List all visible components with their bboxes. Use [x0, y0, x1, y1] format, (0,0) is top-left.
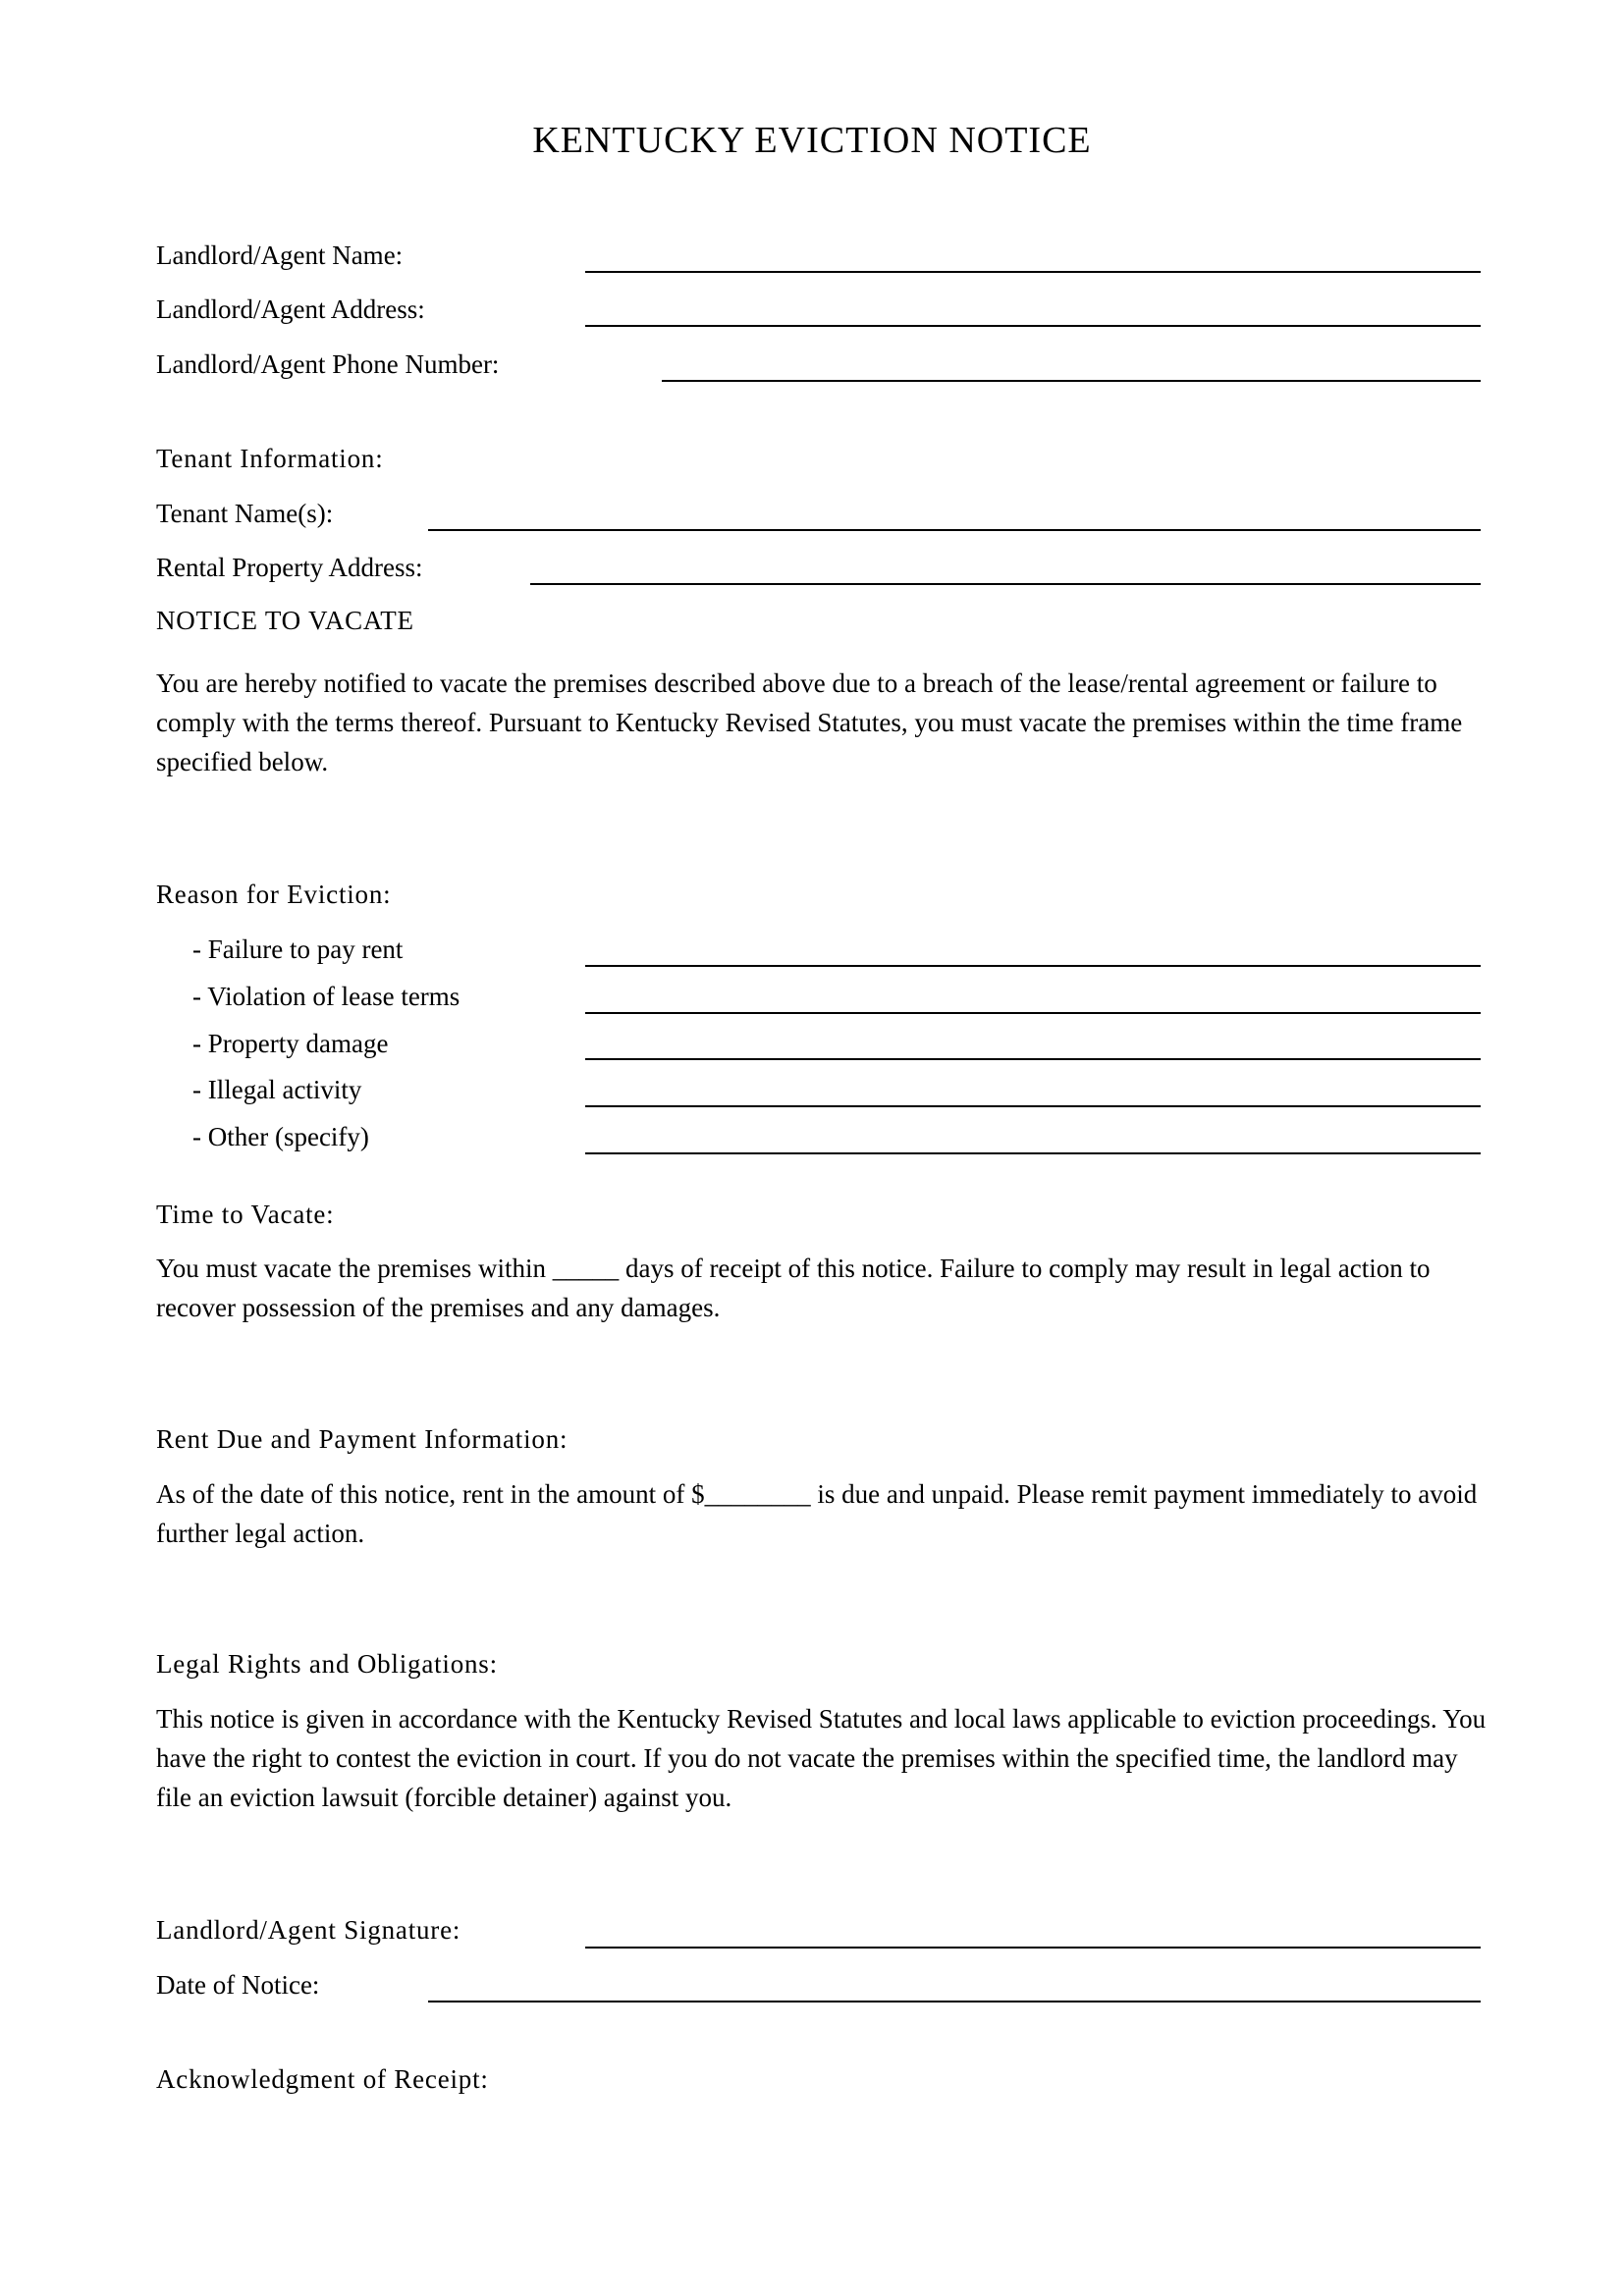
property-address-label: Rental Property Address:	[156, 553, 423, 582]
reason-heading: Reason for Eviction:	[156, 880, 392, 909]
tenant-info-heading: Tenant Information:	[156, 444, 384, 473]
rent-paragraph: As of the date of this notice, rent in the amount of $________ is due and unpaid. Please remit payment immediately to avoid further legal action.	[156, 1479, 1478, 1548]
property-address-field[interactable]	[530, 583, 1481, 585]
reason-item-illegal-activity: - Illegal activity	[192, 1075, 362, 1104]
signature-label: Landlord/Agent Signature:	[156, 1915, 461, 1945]
tenant-names-label: Tenant Name(s):	[156, 499, 334, 528]
landlord-name-field[interactable]	[585, 271, 1481, 273]
reason-failure-to-pay-field[interactable]	[585, 965, 1481, 967]
notice-date-label: Date of Notice:	[156, 1970, 320, 2000]
reason-property-damage-field[interactable]	[585, 1058, 1481, 1060]
landlord-phone-label: Landlord/Agent Phone Number:	[156, 349, 500, 379]
legal-paragraph: This notice is given in accordance with the Kentucky Revised Statutes and local laws applicable to eviction proceedings. You have the right to contest the eviction in court. If you do not vacate the premises within the specified time, the landlord may file an eviction lawsuit (forcible detainer) against you.	[156, 1704, 1487, 1812]
landlord-address-label: Landlord/Agent Address:	[156, 294, 425, 324]
tenant-names-field[interactable]	[428, 529, 1481, 531]
reason-illegal-activity-field[interactable]	[585, 1105, 1481, 1107]
rent-heading: Rent Due and Payment Information:	[156, 1424, 568, 1454]
reason-other-field[interactable]	[585, 1152, 1481, 1154]
signature-field[interactable]	[585, 1947, 1481, 1949]
vacate-paragraph: You must vacate the premises within _____ days of receipt of this notice. Failure to comply may result in legal action to recover possession of the premises and any damages.	[156, 1254, 1431, 1322]
reason-item-failure-to-pay: - Failure to pay rent	[192, 934, 404, 964]
reason-item-other: - Other (specify)	[192, 1122, 369, 1151]
notice-paragraph: You are hereby notified to vacate the premises described above due to a breach of the lease/rental agreement or failure to comply with the terms thereof. Pursuant to Kentucky Revised Statutes, you must vacate the premises within the time frame specified below.	[156, 668, 1463, 776]
reason-item-property-damage: - Property damage	[192, 1029, 389, 1058]
legal-heading: Legal Rights and Obligations:	[156, 1649, 498, 1679]
notice-heading: NOTICE TO VACATE	[156, 606, 414, 635]
landlord-phone-field[interactable]	[662, 380, 1481, 382]
reason-lease-violation-field[interactable]	[585, 1012, 1481, 1014]
landlord-address-field[interactable]	[585, 325, 1481, 327]
document-title: KENTUCKY EVICTION NOTICE	[532, 120, 1092, 161]
reason-item-lease-violation: - Violation of lease terms	[192, 982, 460, 1011]
landlord-name-label: Landlord/Agent Name:	[156, 240, 404, 270]
notice-date-field[interactable]	[428, 2001, 1481, 2002]
acknowledgment-heading: Acknowledgment of Receipt:	[156, 2064, 489, 2094]
vacate-heading: Time to Vacate:	[156, 1200, 335, 1229]
